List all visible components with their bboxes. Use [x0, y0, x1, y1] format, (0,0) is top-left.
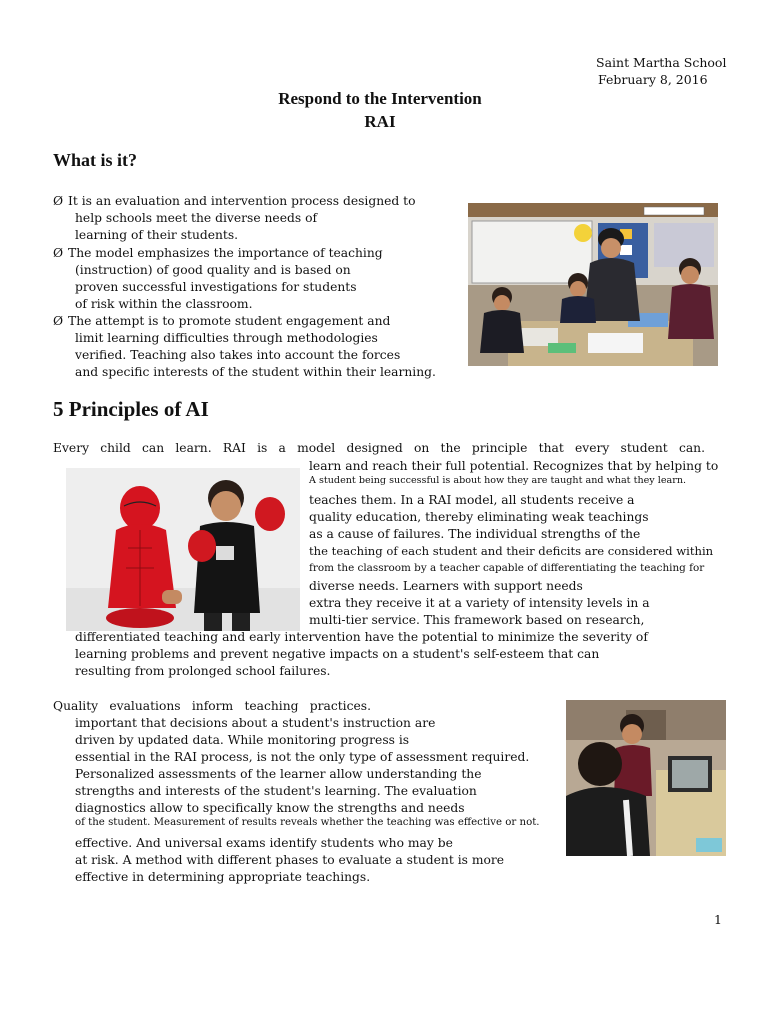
- paragraph-1-line-7: the teaching of each student and their deficits are considered within: [309, 544, 714, 558]
- paragraph-2-line-6: strengths and interests of the student's learning. The evaluation: [75, 784, 477, 798]
- classroom-photo-illustration: [468, 203, 718, 366]
- students-tablet-photo: [566, 700, 726, 856]
- boys-photo: [66, 468, 300, 631]
- paragraph-1-line-14: resulting from prolonged school failures.: [75, 664, 331, 678]
- document-title: Respond to the Intervention: [278, 89, 482, 108]
- bullet-2-line-4: of risk within the classroom.: [75, 297, 253, 311]
- document-subtitle: RAI: [364, 112, 396, 131]
- bullet-1-line-3: learning of their students.: [75, 228, 239, 242]
- page-number: 1: [714, 912, 722, 927]
- section-heading-what-is-it: What is it?: [53, 150, 138, 170]
- paragraph-2-line-8: of the student. Measurement of results reveals whether the teaching was effective or not.: [75, 817, 540, 828]
- bullet-3-line-1: The attempt is to promote student engagement and: [68, 314, 391, 328]
- students-tablet-photo-illustration: [566, 700, 726, 856]
- paragraph-2-line-5: Personalized assessments of the learner allow understanding the: [75, 767, 482, 781]
- paragraph-1-line-6: as a cause of failures. The individual strengths of the: [309, 527, 641, 541]
- bullet-1-line-2: help schools meet the diverse needs of: [75, 211, 318, 225]
- bullet-marker: Ø: [53, 246, 64, 260]
- bullet-2-line-3: proven successful investigations for students: [75, 280, 357, 294]
- bullet-2-line-2: (instruction) of good quality and is based on: [75, 263, 351, 277]
- paragraph-1-line-5: quality education, thereby eliminating weak teachings: [309, 510, 649, 524]
- bullet-3-line-3: verified. Teaching also takes into account the forces: [75, 348, 401, 362]
- paragraph-1-line-11: multi-tier service. This framework based on research,: [309, 613, 645, 627]
- paragraph-2-line-2: important that decisions about a student's instruction are: [75, 716, 436, 730]
- section-heading-principles: 5 Principles of AI: [53, 397, 209, 421]
- paragraph-1-line-8: from the classroom by a teacher capable of differentiating the teaching for: [309, 562, 705, 574]
- paragraph-1-line-1: Every child can learn. RAI is a model designed on the principle that every student can.: [53, 441, 705, 455]
- bullet-3-line-4: and specific interests of the student within their learning.: [75, 365, 436, 379]
- paragraph-1-line-4: teaches them. In a RAI model, all students receive a: [309, 493, 635, 507]
- paragraph-1-line-2: learn and reach their full potential. Recognizes that by helping to: [309, 459, 719, 473]
- paragraph-1-line-12: differentiated teaching and early intervention have the potential to minimize the severity of: [75, 630, 648, 644]
- paragraph-2-line-7: diagnostics allow to specifically know the strengths and needs: [75, 801, 465, 815]
- paragraph-1-line-9: diverse needs. Learners with support needs: [309, 579, 583, 593]
- paragraph-2-line-1: Quality evaluations inform teaching practices.: [53, 699, 371, 713]
- bullet-1-line-1: It is an evaluation and intervention process designed to: [68, 194, 416, 208]
- boys-photo-illustration: [66, 468, 300, 631]
- paragraph-2-line-11: effective in determining appropriate teachings.: [75, 870, 371, 884]
- paragraph-1-line-13: learning problems and prevent negative impacts on a student's self-esteem that can: [75, 647, 600, 661]
- paragraph-2-line-10: at risk. A method with different phases to evaluate a student is more: [75, 853, 505, 867]
- paragraph-2-line-4: essential in the RAI process, is not the only type of assessment required.: [75, 750, 530, 764]
- paragraph-1-line-10: extra they receive it at a variety of intensity levels in a: [309, 596, 650, 610]
- bullet-marker: Ø: [53, 314, 64, 328]
- bullet-2-line-1: The model emphasizes the importance of teaching: [68, 246, 383, 260]
- document-date: February 8, 2016: [598, 72, 708, 87]
- paragraph-2-line-3: driven by updated data. While monitoring progress is: [75, 733, 410, 747]
- paragraph-1-line-3: A student being successful is about how they are taught and what they learn.: [309, 475, 687, 486]
- bullet-3-line-2: limit learning difficulties through methodologies: [75, 331, 378, 345]
- classroom-photo: [468, 203, 718, 366]
- school-name: Saint Martha School: [596, 55, 727, 70]
- bullet-marker: Ø: [53, 194, 64, 208]
- paragraph-2-line-9: effective. And universal exams identify students who may be: [75, 836, 453, 850]
